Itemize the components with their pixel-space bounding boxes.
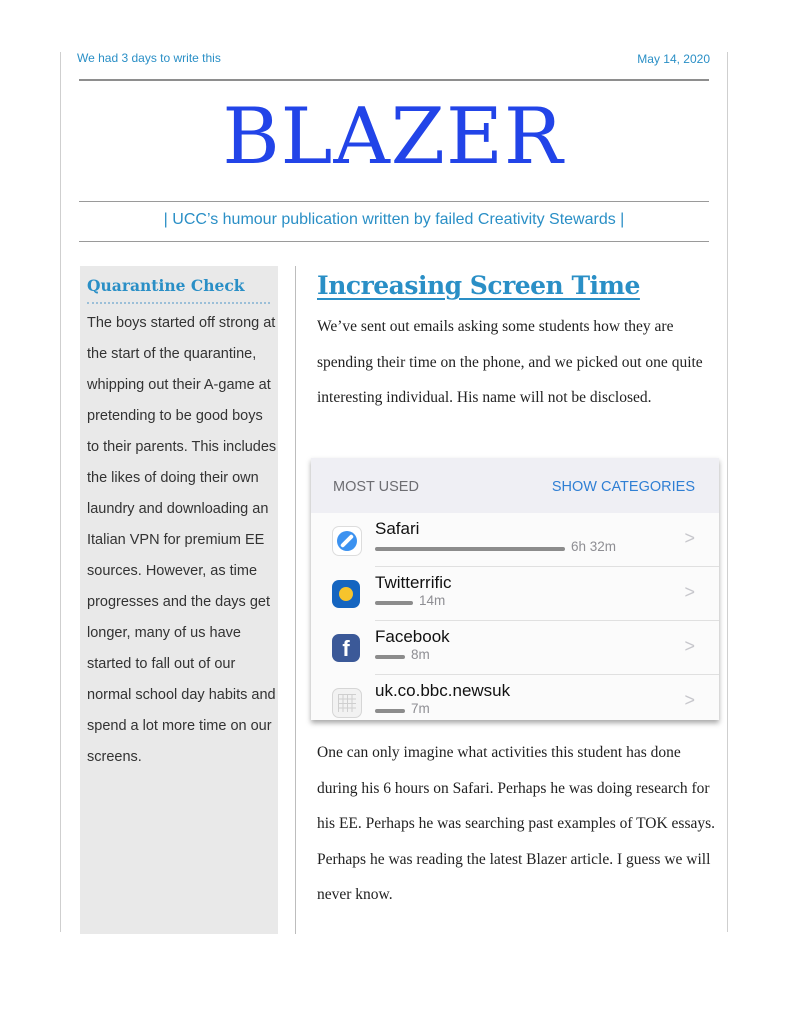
sidebar-body: The boys started off strong at the start of the quarantine, whipping out their A-game at pretending to be good boys to their parents. This includes the likes of doing their own laundry and downloading an Italian VPN for premium EE sources. However, as time progresses and the days get longer, many of us have started to fall out of our normal school day habits and spend a lot more time on our screens. xyxy=(87,315,277,765)
chevron-right-icon: > xyxy=(684,528,695,548)
page-border-left xyxy=(60,52,61,932)
chevron-right-icon: > xyxy=(684,582,695,602)
app-name: uk.co.bbc.newsuk xyxy=(375,681,511,700)
chevron-right-icon: > xyxy=(684,636,695,656)
usage-time: 14m xyxy=(419,593,446,608)
issue-date: May 14, 2020 xyxy=(637,52,710,66)
tagline-rule-top xyxy=(79,201,709,202)
sidebar-divider xyxy=(87,302,270,304)
masthead-title: BLAZER xyxy=(222,92,564,182)
sidebar-title: Quarantine Check xyxy=(87,276,245,295)
app-name: Facebook xyxy=(375,627,450,646)
page-border-right xyxy=(727,52,728,932)
app-name: Safari xyxy=(375,519,420,538)
app-row-safari[interactable] xyxy=(311,513,719,567)
article-headline: Increasing Screen Time xyxy=(317,271,640,300)
usage-time: 7m xyxy=(411,701,430,716)
usage-bar xyxy=(375,601,413,605)
usage-time: 8m xyxy=(411,647,430,662)
header-rule xyxy=(79,79,709,81)
tagline: | UCC’s humour publication written by failed Creativity Stewards | xyxy=(163,211,625,228)
sidebar xyxy=(80,266,278,934)
usage-bar xyxy=(375,655,405,659)
article-paragraph-1: We’ve sent out emails asking some students how they are spending their time on the phone, and we picked out one quite interesting individual. His name will not be disclosed. xyxy=(317,318,703,406)
app-row-facebook[interactable] xyxy=(311,621,719,675)
facebook-icon: f xyxy=(332,634,360,662)
screen-time-screenshot xyxy=(311,458,719,720)
twitterrific-icon xyxy=(332,580,360,608)
header-note: We had 3 days to write this xyxy=(77,51,221,65)
usage-time: 6h 32m xyxy=(571,539,617,554)
chevron-right-icon: > xyxy=(684,690,695,710)
screenshot-header xyxy=(311,458,719,513)
article-paragraph-2: One can only imagine what activities this student has done during his 6 hours on Safari. Perhaps he was doing research for his EE. Perhaps he was searching past examples of TOK essays. Perhaps he was reading the latest Blazer article. I guess we will never know. xyxy=(317,744,716,903)
tagline-rule-bottom xyxy=(79,241,709,242)
app-row-twitterrific[interactable] xyxy=(311,567,719,621)
most-used-label: MOST USED xyxy=(333,479,419,495)
app-name: Twitterrific xyxy=(375,573,452,592)
bbc-news-icon xyxy=(332,688,362,718)
safari-icon xyxy=(332,526,362,556)
usage-bar xyxy=(375,547,565,551)
show-categories-link[interactable]: SHOW CATEGORIES xyxy=(551,479,695,495)
column-divider xyxy=(295,266,296,934)
usage-bar xyxy=(375,709,405,713)
app-row-bbc-news[interactable] xyxy=(311,675,719,720)
